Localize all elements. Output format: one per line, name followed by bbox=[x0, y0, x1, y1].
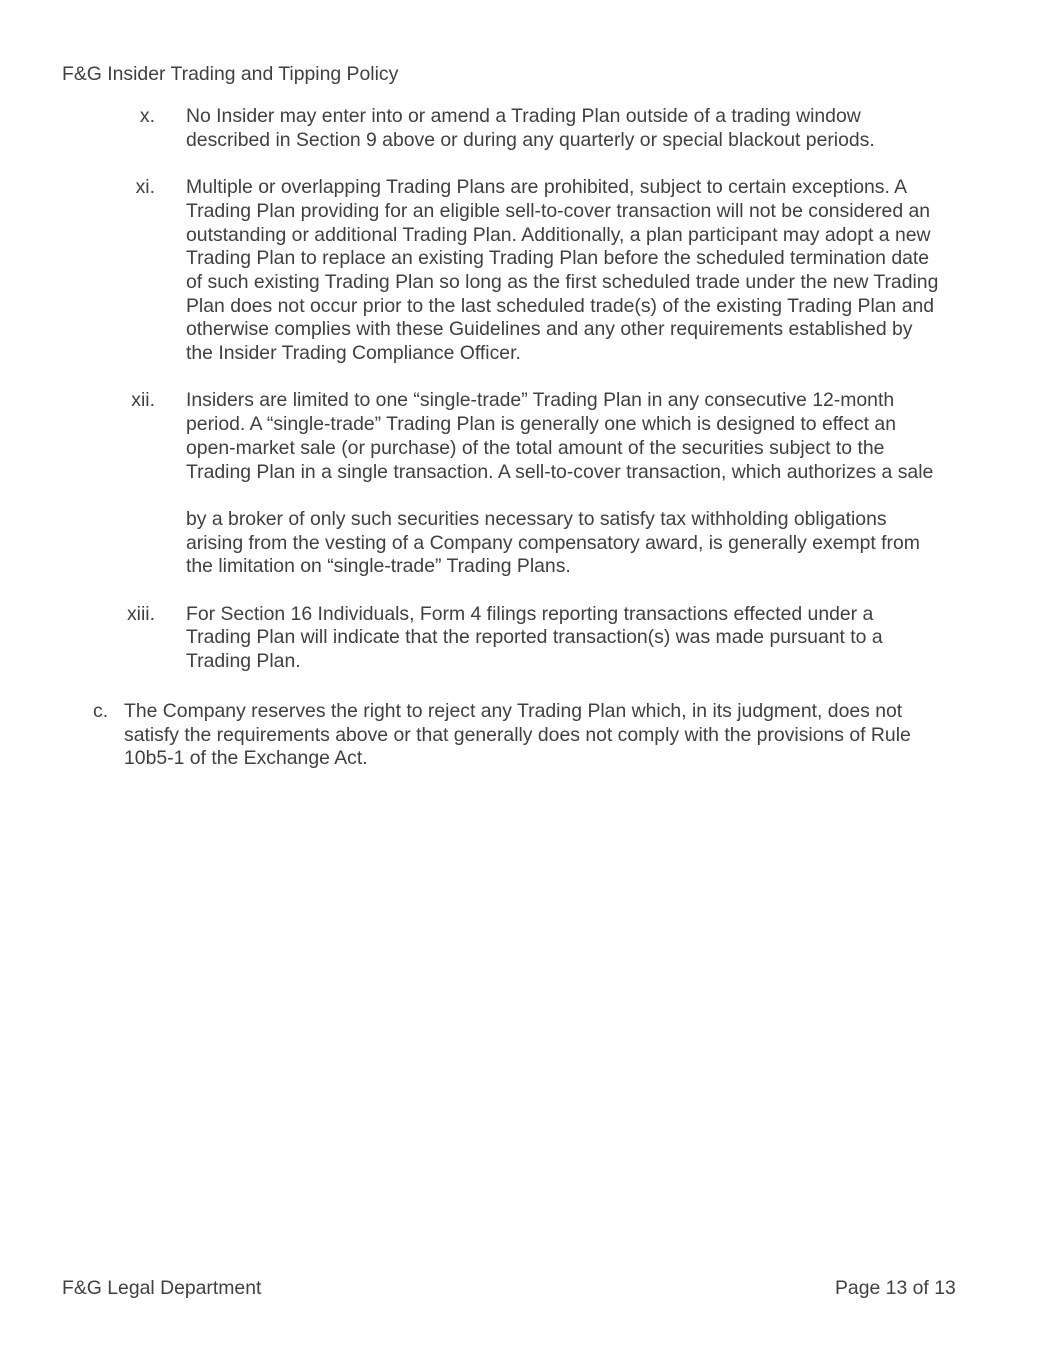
list-item-xiii bbox=[0, 603, 1055, 674]
list-item-body: The Company reserves the right to reject any Trading Plan which, in its judgment, does not satisfy the requirements above or that generally does not comply with the provisions of Rule 10b5-1 of the Exchange Act. bbox=[124, 700, 911, 770]
list-marker: c. bbox=[93, 700, 109, 722]
list-item-c bbox=[0, 700, 1055, 771]
list-item-body bbox=[186, 389, 994, 579]
list-item-body bbox=[186, 603, 994, 674]
list-item-body bbox=[186, 176, 994, 366]
paragraph: For Section 16 Individuals, Form 4 filings reporting transactions effected under a Trading Plan will indicate that the reported transaction(s) was made pursuant to a Trading Plan. bbox=[186, 602, 883, 673]
page-header-title: F&G Insider Trading and Tipping Policy bbox=[62, 63, 399, 85]
footer-page-number: Page 13 of 13 bbox=[835, 1277, 956, 1299]
paragraph: No Insider may enter into or amend a Trading Plan outside of a trading window described in Section 9 above or during any quarterly or special blackout periods. bbox=[186, 105, 875, 151]
paragraph: Multiple or overlapping Trading Plans are prohibited, subject to certain exceptions. A Trading Plan providing for an eligible sell-to-cover transaction will not be considered an outstanding or additional Trading Plan. Additionally, a plan participant may adopt a new Trading Plan to replace an existing Trading Plan before the scheduled termination date of such existing Trading Plan so long as the first scheduled trade under the new Trading Plan does not occur prior to the last scheduled trade(s) of the existing Trading Plan and otherwise complies with these Guidelines and any other requirements established by the Insider Trading Compliance Officer. bbox=[186, 176, 939, 365]
paragraph: Insiders are limited to one “single-trade” Trading Plan in any consecutive 12-month period. A “single-trade” Trading Plan is generally one which is designed to effect an open-market sale (or purchase) of the total amount of the securities subject to the Trading Plan in a single transaction. A sell-to-cover transaction, which authorizes a sale bbox=[186, 389, 934, 483]
paragraph-continued: by a broker of only such securities necessary to satisfy tax withholding obligations arising from the vesting of a Company compensatory award, is generally exempt from the limitation on “single-trade” Trading Plans. bbox=[186, 507, 920, 578]
list-marker: xi. bbox=[135, 176, 155, 199]
list-item-x bbox=[0, 105, 1055, 152]
roman-numeral-list bbox=[0, 105, 1055, 698]
list-marker: xiii. bbox=[126, 602, 155, 625]
footer-department: F&G Legal Department bbox=[62, 1277, 262, 1299]
list-item-xii bbox=[0, 389, 1055, 579]
list-marker: xii. bbox=[131, 389, 155, 412]
list-item-xi bbox=[0, 176, 1055, 366]
list-item-body bbox=[186, 105, 994, 152]
list-marker: x. bbox=[139, 105, 155, 127]
